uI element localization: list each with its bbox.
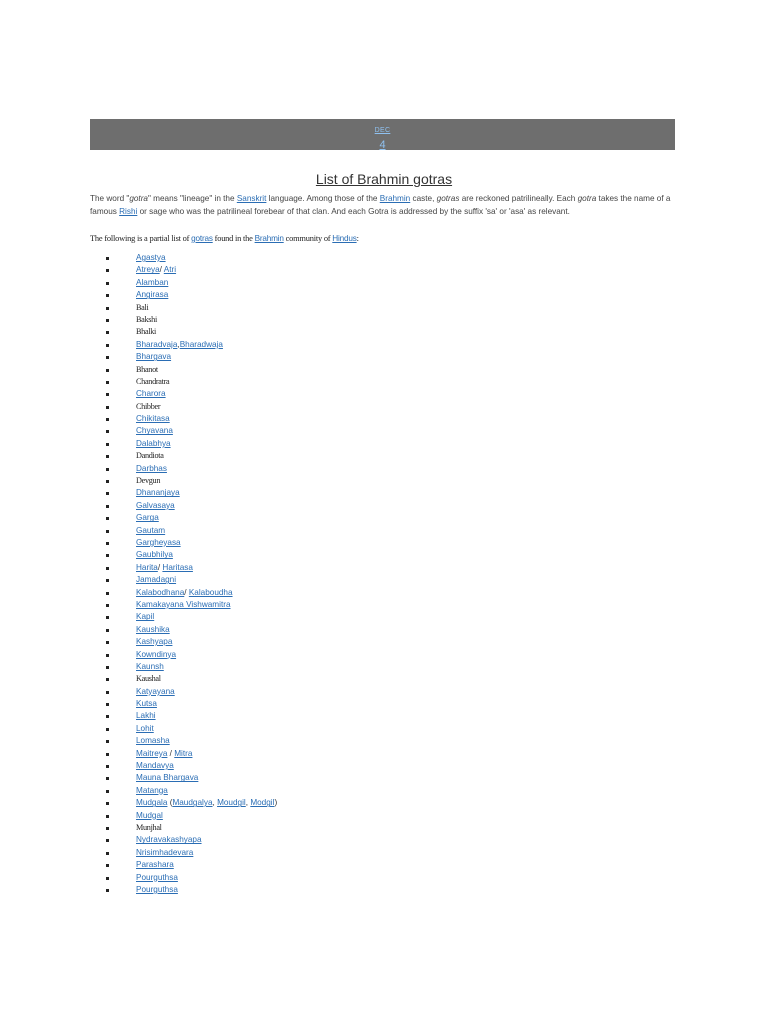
- gotra-link[interactable]: Darbhas: [136, 463, 167, 473]
- gotra-link[interactable]: Kalabodhana: [136, 587, 185, 597]
- gotra-link[interactable]: Bhargava: [136, 352, 172, 362]
- gotra-link[interactable]: Kutsa: [136, 699, 157, 709]
- bullet-icon: [106, 641, 109, 644]
- gotra-link[interactable]: Mauna Bhargava: [136, 773, 199, 783]
- gotra-list-item: [90, 797, 490, 809]
- gotra-link[interactable]: Chikitasa: [136, 414, 170, 424]
- bullet-icon: [106, 790, 109, 793]
- gotra-text: Bali: [136, 302, 149, 312]
- gotra-link[interactable]: Kowndinya: [136, 649, 177, 659]
- gotra-link[interactable]: Bharadwaja: [179, 339, 223, 349]
- gotra-list-item: [90, 512, 490, 524]
- bullet-icon: [106, 877, 109, 880]
- bullet-icon: [106, 740, 109, 743]
- gotra-text: ,: [245, 798, 251, 808]
- bullet-icon: [106, 257, 109, 260]
- gotra-link[interactable]: Parashara: [136, 860, 174, 870]
- gotra-list-item: [90, 649, 490, 661]
- gotra-list-item: [90, 834, 490, 846]
- gotra-link[interactable]: Moudgil: [217, 798, 246, 808]
- bullet-icon: [106, 678, 109, 681]
- bullet-icon: [106, 443, 109, 446]
- intro-gotra-word: gotra: [129, 194, 148, 203]
- gotra-list-item: [90, 872, 490, 884]
- gotra-link[interactable]: Mitra: [174, 748, 193, 758]
- intro-paragraph: [90, 192, 682, 218]
- bullet-icon: [106, 468, 109, 471]
- gotra-list-item: [90, 252, 490, 264]
- gotra-text: Chibber: [136, 401, 161, 411]
- gotra-list-item: [90, 314, 490, 326]
- gotra-link[interactable]: Jamadagni: [136, 575, 177, 585]
- gotra-list-item: [90, 401, 490, 413]
- gotra-text: Bhanot: [136, 364, 158, 374]
- gotra-link[interactable]: Galvasaya: [136, 500, 175, 510]
- bullet-icon: [106, 715, 109, 718]
- intro-gotras-word: gotras: [436, 194, 460, 203]
- gotra-link[interactable]: Lakhi: [136, 711, 156, 721]
- bullet-icon: [106, 505, 109, 508]
- bullet-icon: [106, 492, 109, 495]
- date-month-link[interactable]: DEC: [374, 127, 391, 134]
- gotra-list-item: [90, 277, 490, 289]
- gotra-link[interactable]: Harita: [136, 562, 158, 572]
- gotra-text: Bakshi: [136, 314, 157, 324]
- bullet-icon: [106, 307, 109, 310]
- intro-text-3: language. Among those of the: [266, 194, 380, 203]
- gotra-link[interactable]: Alamban: [136, 277, 169, 287]
- gotra-text: Dandiota: [136, 451, 164, 461]
- rishi-link[interactable]: Rishi: [119, 207, 138, 216]
- bullet-icon: [106, 592, 109, 595]
- gotra-list-item: [90, 450, 490, 462]
- gotra-link[interactable]: Atri: [163, 265, 177, 275]
- bullet-icon: [106, 703, 109, 706]
- bullet-icon: [106, 864, 109, 867]
- gotra-link[interactable]: Maudgalya: [172, 798, 213, 808]
- gotra-list-item: [90, 624, 490, 636]
- bullet-icon: [106, 517, 109, 520]
- gotra-list-item: [90, 364, 490, 376]
- intro-text-7: or sage who was the patrilineal forebear of that clan. And each Gotra is addressed by the suffix 'sa' or 'asa' as relevant.: [137, 207, 570, 216]
- gotra-list-item: [90, 636, 490, 648]
- gotra-list-item: [90, 537, 490, 549]
- bullet-icon: [106, 852, 109, 855]
- gotra-list-item: [90, 735, 490, 747]
- gotra-list-item: [90, 525, 490, 537]
- bullet-icon: [106, 269, 109, 272]
- gotra-link[interactable]: Katyayana: [136, 686, 175, 696]
- gotra-link[interactable]: Mudgala: [136, 798, 168, 808]
- gotra-list-item: [90, 289, 490, 301]
- bullet-icon: [106, 827, 109, 830]
- bullet-icon: [106, 554, 109, 557]
- intro-text-1: The word ": [90, 194, 130, 203]
- bullet-icon: [106, 331, 109, 334]
- gotra-list-item: [90, 549, 490, 561]
- gotra-list-item: [90, 562, 490, 574]
- bullet-icon: [106, 616, 109, 619]
- gotra-link[interactable]: Kashyapa: [136, 637, 173, 647]
- gotra-list-item: [90, 698, 490, 710]
- gotra-list-item: [90, 673, 490, 685]
- gotra-text: Munjhal: [136, 822, 162, 832]
- gotra-link[interactable]: Haritasa: [162, 562, 193, 572]
- gotra-text: Bhalki: [136, 327, 157, 337]
- gotra-list-item: [90, 661, 490, 673]
- gotra-text: /: [157, 562, 163, 572]
- bullet-icon: [106, 691, 109, 694]
- bullet-icon: [106, 815, 109, 818]
- bullet-icon: [106, 839, 109, 842]
- gotra-list-item: [90, 822, 490, 834]
- post-title-text[interactable]: List of Brahmin gotras: [315, 171, 453, 187]
- intro-text-4: caste,: [410, 194, 437, 203]
- gotra-link[interactable]: Angirasa: [136, 290, 169, 300]
- lead-text-4: :: [356, 234, 359, 243]
- lead-text-1: The following is a partial list of: [90, 234, 192, 243]
- gotra-list-item: [90, 810, 490, 822]
- bullet-icon: [106, 356, 109, 359]
- gotra-list-item: [90, 500, 490, 512]
- gotra-list-item: [90, 413, 490, 425]
- bullet-icon: [106, 530, 109, 533]
- gotra-text: ,: [212, 798, 218, 808]
- lead-text-3: community of: [283, 234, 333, 243]
- gotra-list-item: [90, 587, 490, 599]
- date-header-bar: [90, 119, 675, 150]
- gotra-link[interactable]: Nydravakashyapa: [136, 835, 202, 845]
- gotra-list-item: [90, 772, 490, 784]
- hindus-link[interactable]: Hindus: [332, 234, 357, 243]
- bullet-icon: [106, 579, 109, 582]
- bullet-icon: [106, 629, 109, 632]
- list-intro-paragraph: [90, 234, 682, 243]
- bullet-icon: [106, 604, 109, 607]
- gotra-link[interactable]: Dhananjaya: [136, 488, 180, 498]
- gotra-list-item: [90, 388, 490, 400]
- gotra-link[interactable]: Kapil: [136, 612, 155, 622]
- gotra-list-item: [90, 760, 490, 772]
- gotra-link[interactable]: Agastya: [136, 253, 166, 262]
- gotra-link[interactable]: Gargheyasa: [136, 537, 181, 547]
- gotra-link[interactable]: Kaunsh: [136, 661, 164, 671]
- gotra-text: /: [167, 748, 175, 758]
- gotra-list-item: [90, 785, 490, 797]
- bullet-icon: [106, 753, 109, 756]
- gotra-text: ,: [177, 339, 180, 349]
- gotra-list-item: [90, 425, 490, 437]
- gotra-link[interactable]: Maitreya: [136, 748, 168, 758]
- gotra-list-item: [90, 611, 490, 623]
- gotra-link[interactable]: Modgil: [250, 798, 275, 808]
- gotra-list-item: [90, 376, 490, 388]
- post-title: [0, 171, 768, 187]
- gotra-text: ): [274, 798, 278, 808]
- gotra-link[interactable]: Kamakayana Vishwamitra: [136, 599, 231, 609]
- gotra-list-item: [90, 884, 490, 896]
- bullet-icon: [106, 889, 109, 892]
- gotra-link[interactable]: Mudgal: [136, 810, 163, 820]
- bullet-icon: [106, 480, 109, 483]
- bullet-icon: [106, 430, 109, 433]
- bullet-icon: [106, 802, 109, 805]
- gotra-link[interactable]: Kalaboudha: [188, 587, 233, 597]
- gotra-text: Devgun: [136, 476, 161, 486]
- gotra-list-item: [90, 302, 490, 314]
- gotra-link[interactable]: Pourguthsa: [136, 884, 178, 894]
- bullet-icon: [106, 393, 109, 396]
- gotra-link[interactable]: Nrisimhadevara: [136, 847, 194, 857]
- bullet-icon: [106, 294, 109, 297]
- bullet-icon: [106, 319, 109, 322]
- gotra-text: (: [167, 798, 173, 808]
- gotra-link[interactable]: Lomasha: [136, 736, 170, 746]
- gotra-link[interactable]: Atreya: [136, 265, 160, 275]
- gotra-link[interactable]: Charora: [136, 389, 166, 399]
- gotra-list-item: [90, 438, 490, 450]
- date-day-link[interactable]: 4: [379, 139, 386, 151]
- bullet-icon: [106, 542, 109, 545]
- bullet-icon: [106, 765, 109, 768]
- intro-text-2: " means "lineage" in the: [147, 194, 237, 203]
- bullet-icon: [106, 381, 109, 384]
- intro-text-6: takes the name of a famous: [90, 194, 671, 216]
- bullet-icon: [106, 567, 109, 570]
- gotra-list-item: [90, 847, 490, 859]
- gotra-list-item: [90, 487, 490, 499]
- gotra-list-item: [90, 859, 490, 871]
- bullet-icon: [106, 728, 109, 731]
- gotra-link[interactable]: Pourguthsa: [136, 872, 178, 882]
- bullet-icon: [106, 406, 109, 409]
- gotra-link[interactable]: Mandavya: [136, 761, 174, 771]
- intro-gotra-word-2: gotra: [577, 194, 597, 203]
- gotra-text: Chandratra: [136, 376, 170, 386]
- gotra-link[interactable]: Dalabhya: [136, 438, 171, 448]
- gotra-list: [90, 252, 490, 896]
- gotra-list-item: [90, 264, 490, 276]
- sanskrit-link[interactable]: Sanskrit: [236, 194, 267, 203]
- bullet-icon: [106, 777, 109, 780]
- gotra-link[interactable]: Lohit: [136, 723, 154, 733]
- gotra-link[interactable]: Gautam: [136, 525, 166, 535]
- bullet-icon: [106, 654, 109, 657]
- gotra-list-item: [90, 748, 490, 760]
- gotra-link[interactable]: Garga: [136, 513, 159, 523]
- gotras-link[interactable]: gotras: [191, 234, 213, 243]
- gotra-list-item: [90, 463, 490, 475]
- bullet-icon: [106, 344, 109, 347]
- bullet-icon: [106, 369, 109, 372]
- gotra-link[interactable]: Kaushika: [136, 624, 170, 634]
- brahmin-link[interactable]: Brahmin: [379, 194, 411, 203]
- bullet-icon: [106, 666, 109, 669]
- gotra-link[interactable]: Gaubhilya: [136, 550, 173, 560]
- bullet-icon: [106, 418, 109, 421]
- gotra-text: /: [184, 587, 189, 597]
- gotra-list-item: [90, 599, 490, 611]
- lead-text-2: found in the: [212, 234, 255, 243]
- gotra-list-item: [90, 710, 490, 722]
- gotra-text: /: [159, 265, 164, 275]
- gotra-text: Kaushal: [136, 674, 161, 684]
- lead-brahmin-link[interactable]: Brahmin: [254, 234, 284, 243]
- gotra-list-item: [90, 339, 490, 351]
- intro-text-5: are reckoned patrilineally. Each: [459, 194, 578, 203]
- gotra-list-item: [90, 686, 490, 698]
- gotra-list-item: [90, 326, 490, 338]
- gotra-link[interactable]: Chyavana: [136, 426, 173, 436]
- gotra-list-item: [90, 351, 490, 363]
- gotra-link[interactable]: Bharadvaja: [136, 339, 178, 349]
- gotra-link[interactable]: Matanga: [136, 785, 168, 795]
- gotra-list-item: [90, 475, 490, 487]
- bullet-icon: [106, 282, 109, 285]
- bullet-icon: [106, 455, 109, 458]
- gotra-list-item: [90, 723, 490, 735]
- gotra-list-item: [90, 574, 490, 586]
